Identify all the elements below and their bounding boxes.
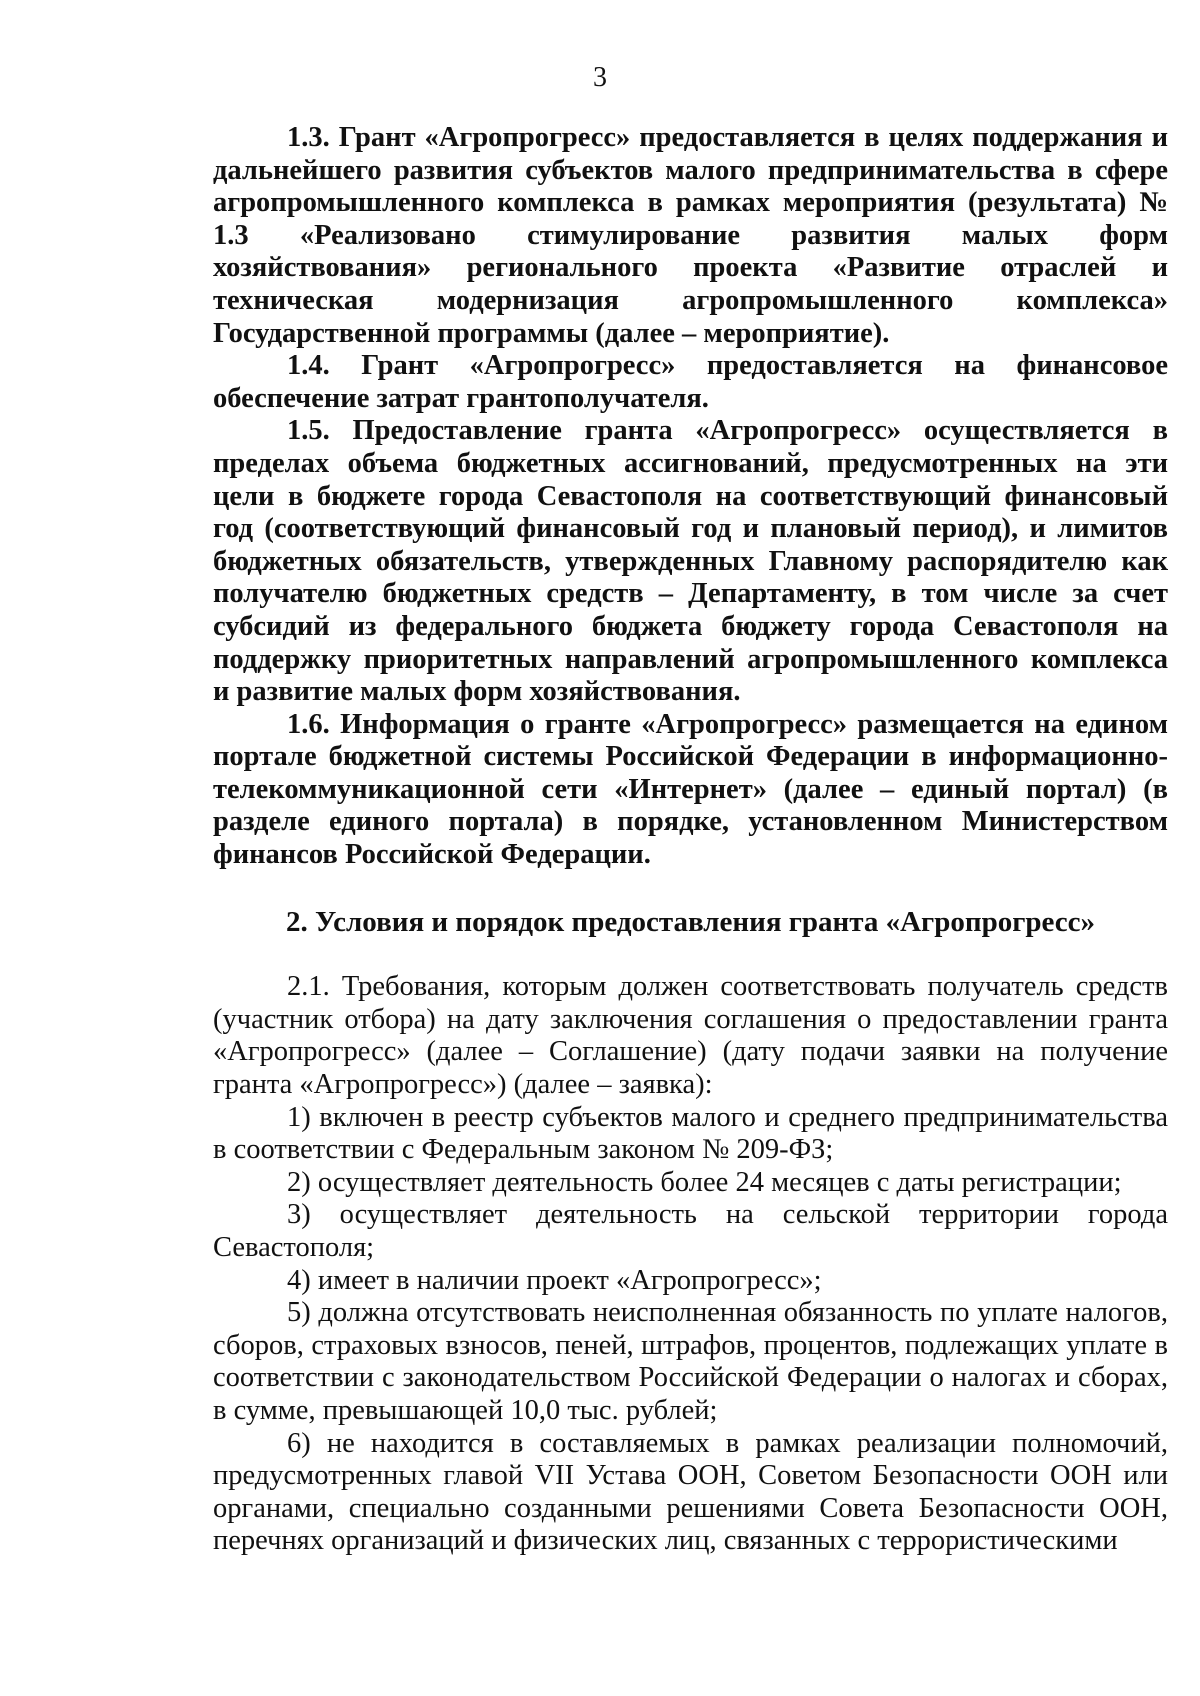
section-2-heading: 2. Условия и порядок предоставления гранта «Агропрогресс»	[286, 905, 1095, 938]
list-item: 6) не находится в составляемых в рамках реализации полномочий, предусмотренных главой VII Устава ООН, Советом Безопасности ООН или органами, специально созданными решениями Совета Безопасности ООН, перечнях организаций и физических лиц, связанных с террористическими	[213, 1427, 1168, 1557]
paragraph-1-3: 1.3. Грант «Агропрогресс» предоставляется в целях поддержания и дальнейшего развития субъектов малого предпринимательства в сфере агропромышленного комплекса в рамках мероприятия (результата) № 1.3 «Реализовано стимулирование развития малых форм хозяйствования» регионального проекта «Развитие отраслей и техническая модернизация агропромышленного комплекса» Государственной программы (далее – мероприятие).	[213, 122, 1168, 349]
document-body	[213, 122, 1168, 1558]
list-item: 5) должна отсутствовать неисполненная обязанность по уплате налогов, сборов, страховых взносов, пеней, штрафов, процентов, подлежащих уплате в соответствии с законодательством Российской Федерации о налогах и сборах, в сумме, превышающей 10,0 тыс. рублей;	[213, 1297, 1168, 1426]
list-item: 4) имеет в наличии проект «Агропрогресс»;	[287, 1264, 822, 1296]
list-item: 3) осуществляет деятельность на сельской территории города Севастополя;	[213, 1199, 1168, 1263]
list-item: 1) включен в реестр субъектов малого и среднего предпринимательства в соответствии с Федеральным законом № 209-ФЗ;	[213, 1101, 1168, 1166]
paragraph-1-5: 1.5. Предоставление гранта «Агропрогресс» осуществляется в пределах объема бюджетных ассигнований, предусмотренных на эти цели в бюджете города Севастополя на соответствующий финансовый год (соответствующий финансовый год и плановый период), и лимитов бюджетных обязательств, утвержденных Главному распорядителю как получателю бюджетных средств – Департаменту, в том числе за счет субсидий из федерального бюджета бюджету города Севастополя на поддержку приоритетных направлений агропромышленного комплекса и развитие малых форм хозяйствования.	[213, 415, 1168, 708]
paragraph-2-1: 2.1. Требования, которым должен соответствовать получатель средств (участник отбора) на дату заключения соглашения о предоставлении гранта «Агропрогресс» (далее – Соглашение) (дату подачи заявки на получение гранта «Агропрогресс») (далее – заявка):	[213, 971, 1168, 1101]
list-item: 2) осуществляет деятельность более 24 месяцев с даты регистрации;	[287, 1166, 1122, 1198]
paragraph-1-4: 1.4. Грант «Агропрогресс» предоставляется на финансовое обеспечение затрат грантополучателя.	[213, 350, 1168, 414]
paragraph-1-6: 1.6. Информация о гранте «Агропрогресс» размещается на едином портале бюджетной системы Российской Федерации в информационно-телекоммуникационной сети «Интернет» (далее – единый портал) (в разделе единого портала) в порядке, установленном Министерством финансов Российской Федерации.	[213, 708, 1168, 871]
page-number: 3	[593, 62, 607, 93]
